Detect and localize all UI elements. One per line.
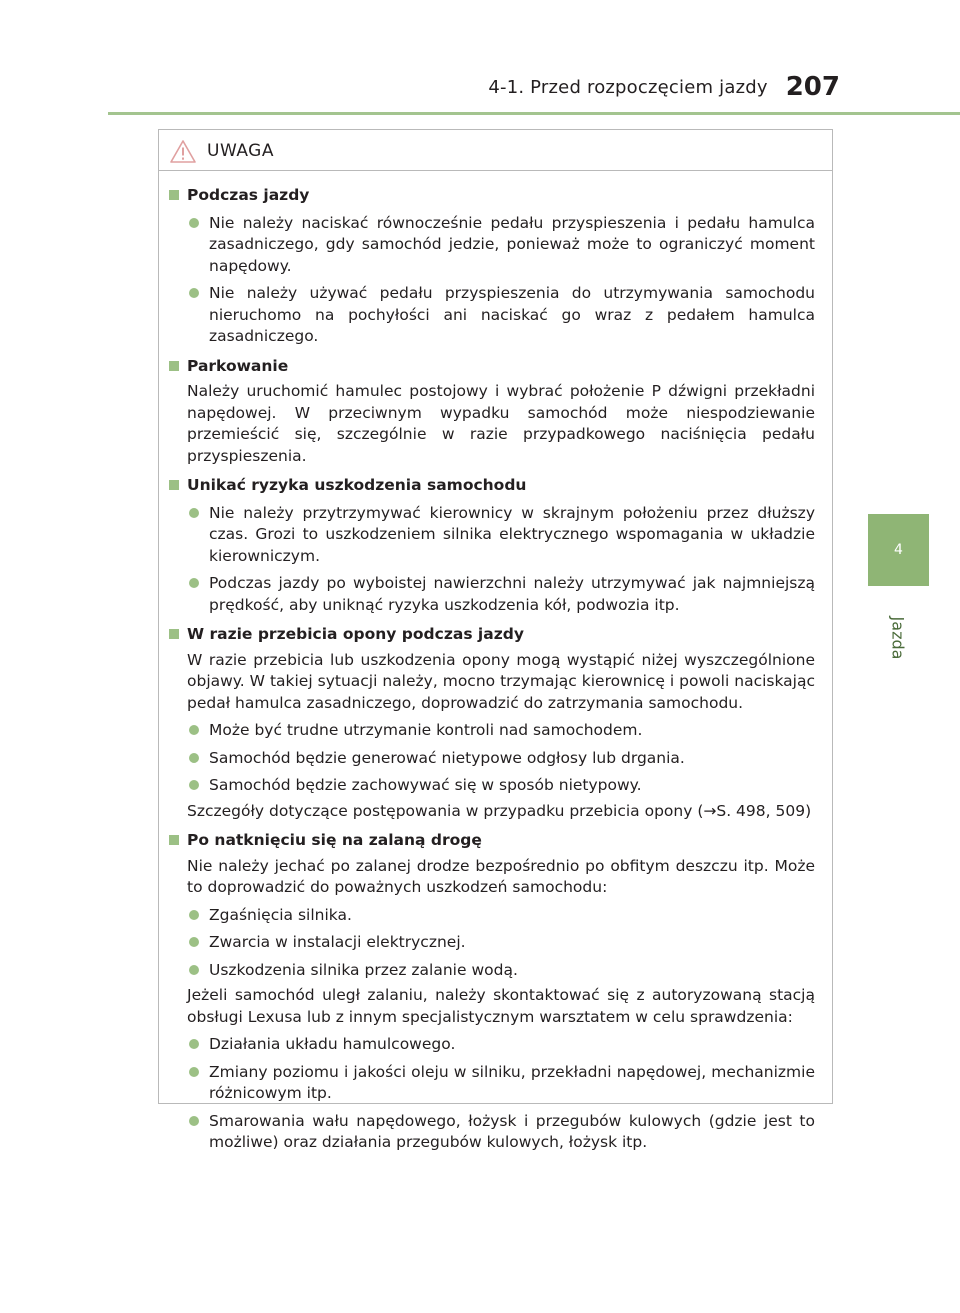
heading-text: Podczas jazdy bbox=[187, 186, 310, 204]
square-bullet-icon bbox=[169, 835, 179, 845]
round-bullet-icon bbox=[189, 578, 199, 588]
list-item bbox=[169, 1111, 815, 1154]
list-item bbox=[169, 503, 815, 568]
round-bullet-icon bbox=[189, 1067, 199, 1077]
list-item bbox=[169, 748, 815, 770]
round-bullet-icon bbox=[189, 910, 199, 920]
heading-text: W razie przebicia opony podczas jazdy bbox=[187, 625, 524, 643]
round-bullet-icon bbox=[189, 288, 199, 298]
list-item bbox=[169, 720, 815, 742]
item-text: Nie należy naciskać równocześnie pedału przyspieszenia i pedału hamulca zasadniczego, gdy samochód jedzie, ponieważ może to ograniczyć moment napędowy. bbox=[209, 213, 815, 275]
list-item bbox=[169, 905, 815, 927]
item-text: Uszkodzenia silnika przez zalanie wodą. bbox=[209, 960, 518, 979]
paragraph: W razie przebicia lub uszkodzenia opony mogą wystąpić niżej wyszczególnione objawy. W takiej sytuacji należy, mocno trzymając kierownicę i powoli naciskając pedał hamulca zasadniczego, doprowadzić do zatrzymania samochodu. bbox=[187, 650, 815, 712]
square-bullet-icon bbox=[169, 361, 179, 371]
paragraph: Nie należy jechać po zalanej drodze bezpośrednio po obfitym deszczu itp. Może to doprowadzić do poważnych uszkodzeń samochodu: bbox=[187, 856, 815, 896]
item-text: Smarowania wału napędowego, łożysk i przegubów kulowych (gdzie jest to możliwe) oraz działania przegubów kulowych, łożysk itp. bbox=[209, 1111, 815, 1151]
item-text: Podczas jazdy po wyboistej nawierzchni należy utrzymywać jak najmniejszą prędkość, aby uniknąć ryzyka uszkodzenia kół, podwozia itp. bbox=[209, 574, 815, 614]
page-number: 207 bbox=[785, 72, 840, 102]
item-text: Nie należy przytrzymywać kierownicy w skrajnym położeniu przez dłuższy czas. Grozi to uszkodzeniem silnika elektrycznego wspomagania w układzie kierowniczym. bbox=[209, 503, 815, 565]
section-heading bbox=[169, 185, 815, 207]
round-bullet-icon bbox=[189, 218, 199, 228]
chapter-label: Jazda bbox=[888, 616, 908, 660]
round-bullet-icon bbox=[189, 508, 199, 518]
round-bullet-icon bbox=[189, 753, 199, 763]
list-item bbox=[169, 283, 815, 348]
list-item bbox=[169, 213, 815, 278]
warning-triangle-icon bbox=[169, 139, 197, 164]
item-text: Nie należy używać pedału przyspieszenia do utrzymywania samochodu nieruchomo na pochyłości ani naciskać go wraz z pedałem hamulca zasadniczego. bbox=[209, 284, 815, 345]
heading-text: Unikać ryzyka uszkodzenia samochodu bbox=[187, 476, 527, 494]
warning-header bbox=[159, 130, 832, 171]
paragraph: Należy uruchomić hamulec postojowy i wybrać położenie P dźwigni przekładni napędowej. W przeciwnym wypadku samochód może niespodziewanie przemieścić się, szczególnie w razie przypadkowego naciśnięcia pedału przyspieszenia. bbox=[187, 382, 815, 465]
round-bullet-icon bbox=[189, 1039, 199, 1049]
heading-text: Parkowanie bbox=[187, 356, 289, 375]
page-header bbox=[0, 70, 840, 100]
item-text: Zmiany poziomu i jakości oleju w silniku, przekładni napędowej, mechanizmie różnicowym itp. bbox=[209, 1062, 815, 1102]
square-bullet-icon bbox=[169, 480, 179, 490]
list-item bbox=[169, 775, 815, 797]
list-item bbox=[169, 573, 815, 616]
round-bullet-icon bbox=[189, 965, 199, 975]
section-heading bbox=[169, 475, 815, 497]
section-heading bbox=[169, 830, 815, 852]
round-bullet-icon bbox=[189, 937, 199, 947]
square-bullet-icon bbox=[169, 629, 179, 639]
round-bullet-icon bbox=[189, 725, 199, 735]
chapter-label-container bbox=[886, 608, 910, 668]
item-text: Samochód będzie zachowywać się w sposób nietypowy. bbox=[209, 776, 642, 794]
section-title: 4-1. Przed rozpoczęciem jazdy bbox=[488, 77, 768, 98]
item-text: Działania układu hamulcowego. bbox=[209, 1035, 456, 1053]
warning-box bbox=[158, 129, 833, 1151]
section-heading bbox=[169, 356, 815, 378]
list-item bbox=[169, 932, 815, 954]
item-text: Może być trudne utrzymanie kontroli nad samochodem. bbox=[209, 721, 643, 739]
item-text: Zwarcia w instalacji elektrycznej. bbox=[209, 933, 466, 951]
paragraph: Jeżeli samochód uległ zalaniu, należy skontaktować się z autoryzowaną stacją obsługi Lexusa lub z innym specjalistycznym warsztatem w celu sprawdzenia: bbox=[187, 986, 815, 1026]
list-item bbox=[169, 1062, 815, 1105]
page-reference: Szczegóły dotyczące postępowania w przypadku przebicia opony (→S. 498, 509) bbox=[187, 801, 812, 820]
chapter-number: 4 bbox=[894, 542, 903, 558]
item-text: Samochód będzie generować nietypowe odgłosy lub drgania. bbox=[209, 748, 685, 767]
heading-text: Po natknięciu się na zalaną drogę bbox=[187, 831, 482, 849]
section-heading bbox=[169, 624, 815, 646]
chapter-tab bbox=[868, 514, 929, 586]
list-item bbox=[169, 960, 815, 982]
warning-title: UWAGA bbox=[207, 141, 274, 161]
round-bullet-icon bbox=[189, 1116, 199, 1126]
warning-body bbox=[159, 171, 832, 1154]
list-item bbox=[169, 1034, 815, 1056]
square-bullet-icon bbox=[169, 190, 179, 200]
item-text: Zgaśnięcia silnika. bbox=[209, 905, 352, 924]
round-bullet-icon bbox=[189, 780, 199, 790]
header-rule bbox=[108, 112, 960, 115]
